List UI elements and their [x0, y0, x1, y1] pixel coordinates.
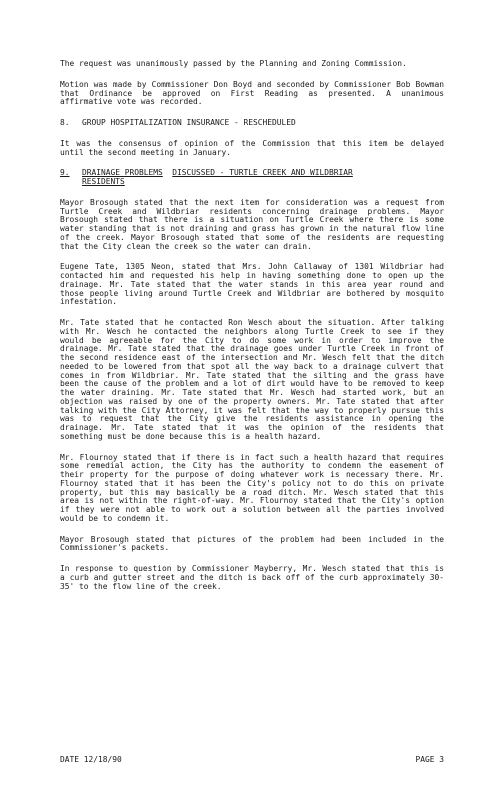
paragraph-flournoy: Mr. Flournoy stated that if there is in fact such a health hazard that requires some remedial action, the City has the authority to condemn the easement of their property for the purpose of doing whatever work is necessary there. Mr. Flournoy stated that it has been the City's policy not to do this on private property, but this may basically be a road ditch. Mr. Wesch stated that this area is not within the right-of-way. Mr. Flournoy stated that the City's option if they were not able to work out a solution between all the parties involved would be to condemn it. — [60, 452, 444, 523]
heading-item-9-number: 9. — [60, 168, 70, 178]
paragraph-mayberry-question: In response to question by Commissioner Mayberry, Mr. Wesch stated that this is a curb and gutter street and the ditch is back off of the curb approximately 30-35' to the flow line of the creek. — [60, 564, 444, 591]
paragraph-mayor-request: Mayor Brosough stated that the next item for consideration was a request from Turtle Creek and Wildbriar residents concerning drainage problems. Mayor Brosough stated that there is a situation on Turtle Creek where there is some water standing that is not draining and grass has grown in the natural flow line of the creek. Mayor Brosough stated that some of the residents are requesting that the City clean the creek so the water can drain. — [60, 197, 444, 251]
heading-item-9-title-part1: DRAINAGE PROBLEMS — [82, 168, 163, 178]
heading-item-8 — [60, 119, 444, 128]
footer-page-number: PAGE 3 — [415, 755, 444, 764]
paragraph-motion: Motion was made by Commissioner Don Boyd and seconded by Commissioner Bob Bowman that Ordinance be approved on First Reading as presented. A unanimous affirmative vote was recorded. — [60, 79, 444, 107]
footer-date: DATE 12/18/90 — [60, 755, 122, 764]
paragraph-pictures: Mayor Brosough stated that pictures of the problem had been included in the Commissioner's packets. — [60, 534, 444, 553]
paragraph-tate-wesch: Mr. Tate stated that he contacted Ron Wesch about the situation. After talking with Mr. Wesch he contacted the neighbors along Turtle Creek to see if they would be agreeable for the City to do some work in order to improve the drainage. Mr. Tate stated that the drainage goes under Turtle Creek in front of the second residence east of the intersection and Mr. Wesch felt that the ditch needed to be lowered from that spot all the way back to a drainage culvert that comes in from Wildbriar. Mr. Tate stated that the silting and the grass have been the cause of the problem and a lot of dirt would have to be removed to keep the water draining. Mr. Tate stated that Mr. Wesch had started work, but an objection was raised by one of the property owners. Mr. Tate stated that after talking with the City Attorney, it was felt that the way to properly pursue this was to request that the City give the residents assistance in opening the drainage. Mr. Tate stated that it was the opinion of the residents that something must be done because this is a health hazard. — [60, 318, 444, 441]
heading-item-9 — [60, 169, 444, 187]
heading-item-9-title-part2: DISCUSSED - TURTLE CREEK AND WILDBRIAR — [172, 168, 353, 178]
paragraph-consensus: It was the consensus of opinion of the Commission that this item be delayed until the second meeting in January. — [60, 138, 444, 157]
paragraph-planning-zoning: The request was unanimously passed by the Planning and Zoning Commission. — [60, 59, 407, 68]
page-footer — [60, 756, 444, 765]
heading-item-8-title: GROUP HOSPITALIZATION INSURANCE - RESCHEDULED — [82, 118, 296, 127]
paragraph-eugene-tate: Eugene Tate, 1305 Neon, stated that Mrs. John Callaway of 1301 Wildbriar had contacted him and requested his help in having something done to open up the drainage. Mr. Tate stated that the water stands in this area year round and those people living around Turtle Creek and Wildbriar are bothered by mosquito infestation. — [60, 262, 444, 307]
heading-item-9-title-part3: RESIDENTS — [82, 177, 125, 186]
heading-item-8-number: 8. — [60, 118, 70, 127]
